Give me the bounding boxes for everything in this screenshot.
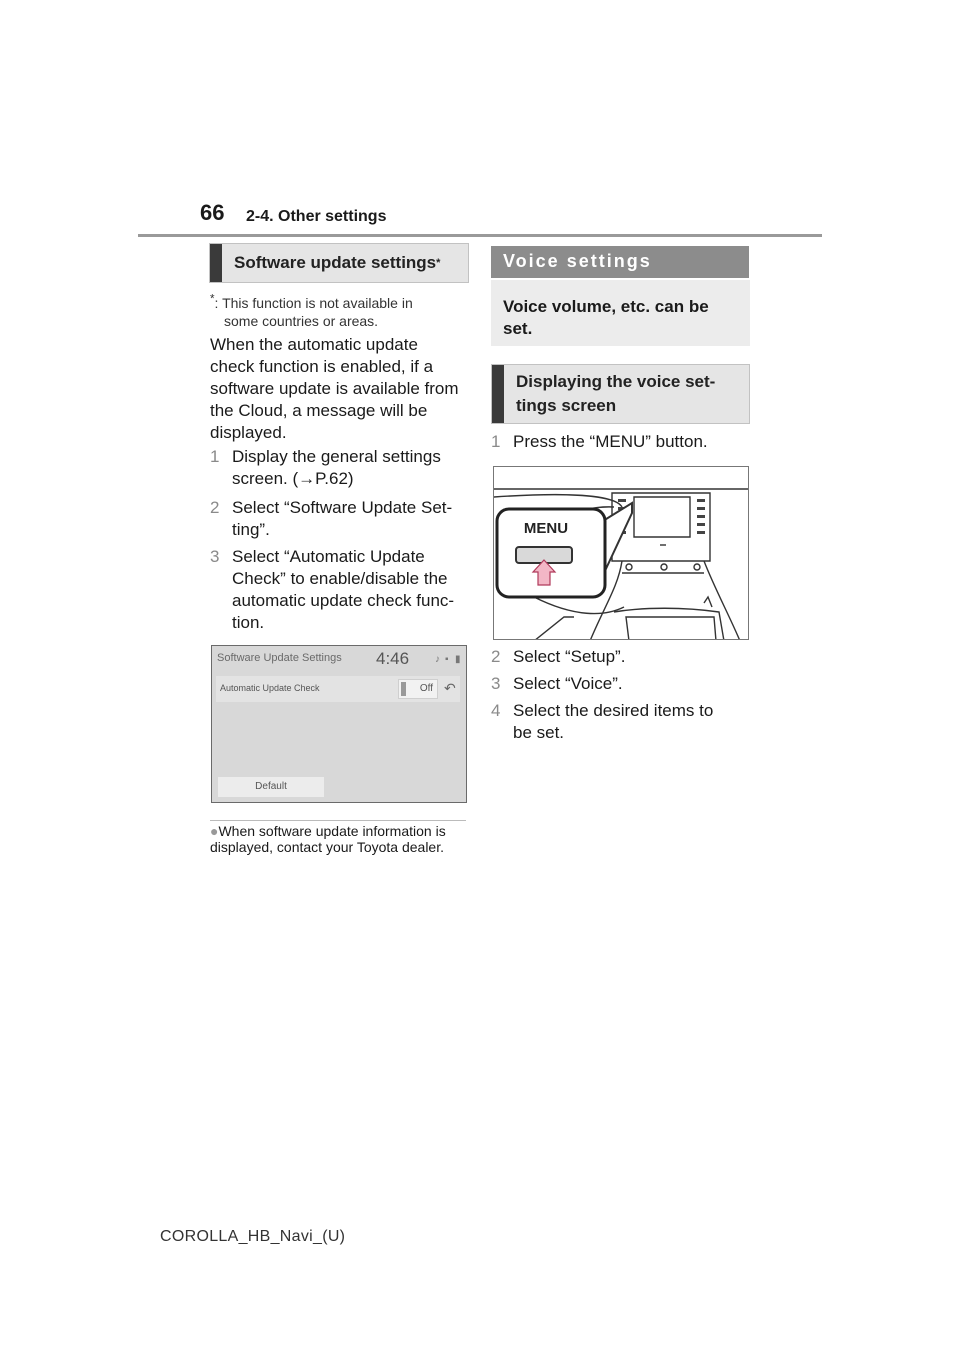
section-title: 2-4. Other settings <box>246 208 387 225</box>
step-number: 3 <box>491 674 501 693</box>
intro-paragraph: When the automatic update check function is enabled, if a software update is available from the Cloud, a message will be displayed. <box>210 335 459 442</box>
right-step-1 <box>491 431 749 453</box>
voice-settings-title: Voice settings <box>491 246 749 278</box>
toggle-indicator <box>401 682 406 696</box>
screen-header <box>212 646 466 676</box>
status-icon: ▮ <box>455 654 461 665</box>
menu-label: MENU <box>523 520 569 537</box>
note-line-2: some countries or areas. <box>224 312 379 329</box>
automatic-update-toggle[interactable] <box>398 679 438 699</box>
step-number: 2 <box>210 498 220 517</box>
right-step-3 <box>491 673 749 695</box>
automatic-update-row[interactable] <box>216 676 460 702</box>
availability-note <box>210 290 466 330</box>
toggle-value: Off <box>419 683 433 694</box>
dealer-tip <box>210 823 468 855</box>
footer-model: COROLLA_HB_Navi_(U) <box>160 1228 346 1245</box>
step-number: 2 <box>491 647 501 666</box>
software-update-heading <box>209 243 469 283</box>
automatic-update-label: Automatic Update Check <box>220 683 320 693</box>
header-rule <box>138 234 822 237</box>
step-number: 1 <box>491 432 501 451</box>
heading-bar <box>210 244 222 282</box>
step-text: Select “Setup”. <box>513 647 626 666</box>
heading-asterisk: * <box>436 257 441 269</box>
signal-icon: ♪ <box>435 654 440 665</box>
step-text: Select “Voice”. <box>513 674 623 693</box>
voice-screen-heading <box>491 364 750 424</box>
back-icon[interactable]: ↶ <box>444 680 456 696</box>
step-number: 4 <box>491 701 501 720</box>
screen-title: Software Update Settings <box>217 652 342 664</box>
step-text: Select “Automatic Update Check” to enable/disable the automatic update check func-tion. <box>232 547 455 632</box>
lock-icon: ▪ <box>445 654 449 665</box>
step-number: 1 <box>210 447 220 466</box>
left-step-1 <box>210 446 466 490</box>
bullet-icon: ● <box>210 823 219 839</box>
step-text: Select “Software Update Set-ting”. <box>232 498 453 539</box>
screen-clock: 4:46 <box>376 649 410 668</box>
step-text: Select the desired items to be set. <box>513 701 714 742</box>
dealer-tip-text: When software update information is displayed, contact your Toyota dealer. <box>210 823 446 855</box>
left-step-3 <box>210 546 466 634</box>
default-button[interactable]: Default <box>218 777 324 797</box>
note-line-1: : This function is not available in <box>214 294 413 311</box>
heading-bar <box>492 365 504 423</box>
software-update-heading-text: Software update settings <box>234 253 437 272</box>
note-asterisk: * <box>210 292 215 305</box>
right-step-2 <box>491 646 749 668</box>
voice-screen-heading-text: Displaying the voice set-tings screen <box>516 372 716 415</box>
voice-settings-description: Voice volume, etc. can be set. <box>491 280 750 346</box>
step-number: 3 <box>210 547 220 566</box>
dashboard-drawing <box>494 467 749 640</box>
menu-button-illustration <box>493 466 749 640</box>
right-step-4 <box>491 700 731 744</box>
tip-divider <box>210 820 466 821</box>
software-update-screen <box>211 645 467 803</box>
step-text: Press the “MENU” button. <box>513 432 708 451</box>
step-text: Display the general settings screen. (→P.62) <box>232 447 441 488</box>
page-number: 66 <box>200 200 225 225</box>
left-step-2 <box>210 497 466 541</box>
